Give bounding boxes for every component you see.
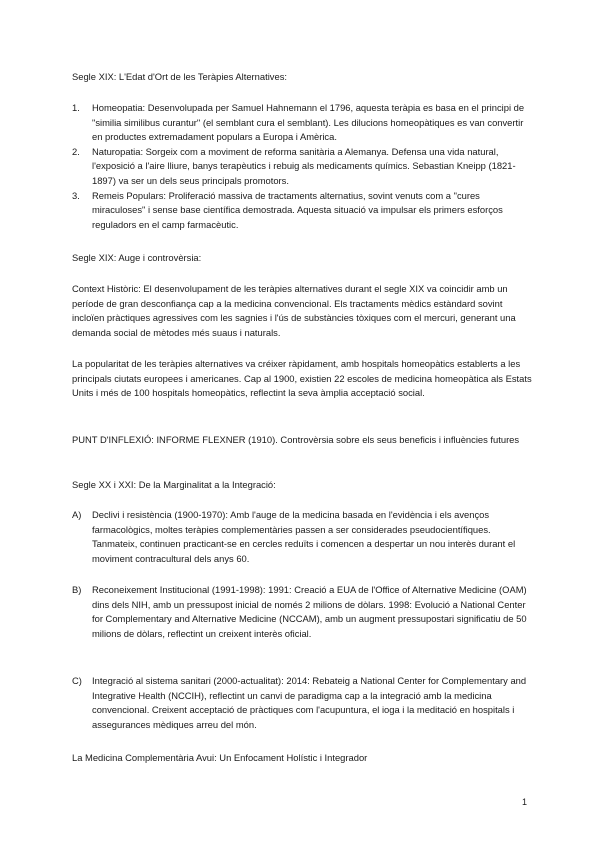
paragraph-historical-context: Context Històric: El desenvolupament de les teràpies alternatives durant el segle XIX va coincidir amb un període de gran desconfiança cap a la medicina convencional. Els tractaments mèdics estàndard sovint incloïen pràctiques agressives com les sagnies i l'ús de substàncies tòxiques com el mercuri, generant una demanda social de mètodes més suaus i naturals. <box>72 283 516 338</box>
list-item-text: Reconeixement Institucional (1991-1998): 1991: Creació a EUA de l'Office of Alternative Medicine (OAM) dins dels NIH, amb un pressupost inicial de només 2 milions de dòlars. 1998: Evolució a National Center for Complementary and Alternative Medicine (NCCAM), amb un augment pressupostari significatiu de 50 milions de dòlars, reflectint un creixent interès oficial. <box>92 584 527 639</box>
list-item-text: Remeis Populars: Proliferació massiva de tractaments alternatius, sovint venuts com a "cures miraculoses" i sense base científica demostrada. Aquesta situació va impulsar els primers esforços reguladors en el camp farmacèutic. <box>92 189 503 230</box>
numbered-list-therapies <box>72 101 532 232</box>
list-item <box>72 508 532 566</box>
list-item-text: Homeopatia: Desenvolupada per Samuel Hahnemann el 1796, aquesta teràpia es basa en el principi de "similia similibus curantur" (el semblant cura el semblant). Les dilucions homeopàtiques es van convertir en productes extremadament populars a Europa i Amèrica. <box>92 102 525 143</box>
list-marker: 1. <box>72 102 80 113</box>
list-item <box>72 189 532 233</box>
paragraph-popularity: La popularitat de les teràpies alternatives va créixer ràpidament, amb hospitals homeopàtics establerts a les principals ciutats europees i americanes. Cap al 1900, existien 22 escoles de medicina homeopàtica als Estats Units i més de 100 hospitals homeopàtics, reflectint la seva àmplia acceptació social. <box>72 358 532 399</box>
list-marker: A) <box>72 509 82 520</box>
section-heading-19th-controversy: Segle XIX: Auge i controvèrsia: <box>72 252 202 263</box>
list-item-text: Integració al sistema sanitari (2000-actualitat): 2014: Rebateig a National Center for Complementary and Integrative Health (NCCIH), reflectint un canvi de paradigma cap a la integració amb la medicina convencional. Creixent acceptació de pràctiques com l'acupuntura, el ioga i la meditació en hospitals i assegurances mèdiques arreu del món. <box>92 675 527 730</box>
list-item <box>72 101 532 145</box>
paragraph-flexner-report: PUNT D'INFLEXIÓ: INFORME FLEXNER (1910). Controvèrsia sobre els seus beneficis i influències futures <box>72 434 520 445</box>
list-item-text: Declivi i resistència (1900-1970): Amb l'auge de la medicina basada en l'evidència i els avenços farmacològics, moltes teràpies complementàries passen a ser considerades pseudocientífiques. Tanmateix, continuen practicant-se en cercles reduïts i comencen a despertar un nou interès durant el moviment contracultural dels anys 60. <box>92 509 516 564</box>
list-marker: 3. <box>72 189 80 201</box>
list-item <box>72 145 532 189</box>
list-marker: B) <box>72 584 82 595</box>
list-item-text: Naturopatia: Sorgeix com a moviment de reforma sanitària a Alemanya. Defensa una vida natural, l'exposició a l'aire lliure, banys terapèutics i rebuig als medicaments químics. Sebastian Kneipp (1821-1897) va ser un dels seus principals promotors. <box>92 145 516 186</box>
list-item <box>72 674 532 732</box>
list-marker: C) <box>72 675 82 686</box>
page-number: 1 <box>521 797 527 807</box>
list-marker: 2. <box>72 145 80 157</box>
section-heading-19th-golden-age: Segle XIX: L'Edat d'Ort de les Teràpies Alternatives: <box>72 71 287 82</box>
section-heading-20th-21st: Segle XX i XXI: De la Marginalitat a la Integració: <box>72 479 276 490</box>
list-item <box>72 583 532 641</box>
section-heading-complementary-medicine-today: La Medicina Complementària Avui: Un Enfocament Holístic i Integrador <box>72 752 368 763</box>
